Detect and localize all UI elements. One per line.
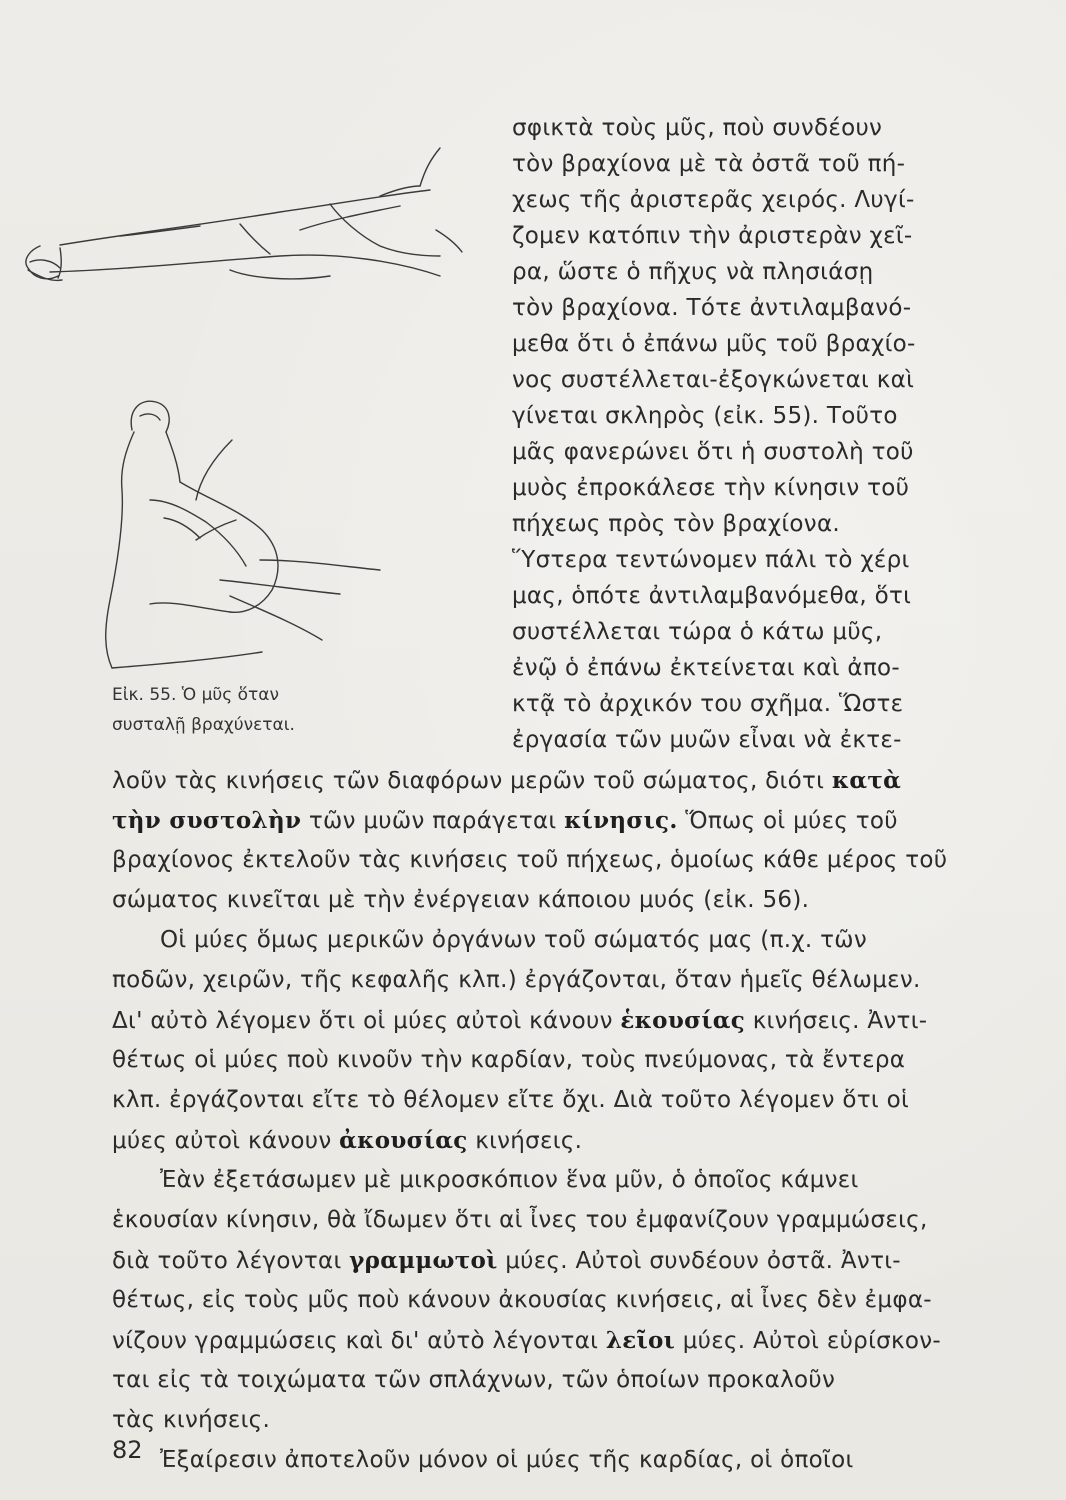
text-line: Ἐξαίρεσιν ἀποτελοῦν μόνον οἱ μύες τῆς καρδίας, οἱ ὁποῖοι [160, 1447, 854, 1473]
bold-term: ἀκουσίας [339, 1127, 468, 1154]
text-line: Ὕστερα τεντώνομεν πάλι τὸ χέρι [512, 547, 910, 573]
bold-term: γραμμωτοὶ [349, 1247, 498, 1274]
caption-line: συσταλῇ βραχύνεται. [112, 715, 295, 735]
text-line: τὴν συστολὴν τῶν μυῶν παράγεται κίνησις. Ὅπως οἱ μύες τοῦ [112, 807, 898, 834]
text-line: μεθα ὅτι ὁ ἐπάνω μῦς τοῦ βραχίο- [512, 331, 916, 357]
text-line: ἐνῷ ὁ ἐπάνω ἐκτείνεται καὶ ἀπο- [512, 655, 901, 681]
bold-term: κατὰ [831, 767, 902, 794]
text-line: πήχεως πρὸς τὸν βραχίονα. [512, 511, 841, 537]
text-line: νίζουν γραμμώσεις καὶ δι' αὐτὸ λέγονται λεῖοι μύες. Αὐτοὶ εὑρίσκον- [112, 1327, 942, 1354]
page-number: 82 [112, 1436, 143, 1464]
text-line: μύες αὐτοὶ κάνουν ἀκουσίας κινήσεις. [112, 1127, 583, 1154]
text-line: χεως τῆς ἀριστερᾶς χειρός. Λυγί- [512, 187, 915, 213]
text-line: μας, ὁπότε ἀντιλαμβανόμεθα, ὅτι [512, 583, 912, 609]
text-line: νος συστέλλεται-ἐξογκώνεται καὶ [512, 367, 915, 393]
text-line: μᾶς φανερώνει ὅτι ἡ συστολὴ τοῦ [512, 439, 914, 465]
text-line: βραχίονος ἐκτελοῦν τὰς κινήσεις τοῦ πήχεως, ὁμοίως κάθε μέρος τοῦ [112, 847, 948, 873]
text-line: μυὸς ἐπροκάλεσε τὴν κίνησιν τοῦ [512, 475, 910, 501]
text-line: Δι' αὐτὸ λέγομεν ὅτι οἱ μύες αὐτοὶ κάνουν ἑκουσίας κινήσεις. Ἀντι- [112, 1007, 928, 1034]
text-line: σφικτὰ τοὺς μῦς, ποὺ συνδέουν [512, 115, 883, 141]
text-line: θέτως οἱ μύες ποὺ κινοῦν τὴν καρδίαν, τοὺς πνεύμονας, τὰ ἔντερα [112, 1047, 906, 1073]
text-line: κλπ. ἐργάζονται εἴτε τὸ θέλομεν εἴτε ὄχι. Διὰ τοῦτο λέγομεν ὅτι οἱ [112, 1087, 910, 1113]
text-line: συστέλλεται τώρα ὁ κάτω μῦς, [512, 619, 883, 645]
text-line: τὸν βραχίονα. Τότε ἀντιλαμβανό- [512, 295, 912, 321]
caption-line: Εἰκ. 55. Ὁ μῦς ὅταν [112, 685, 279, 705]
text-line: ποδῶν, χειρῶν, τῆς κεφαλῆς κλπ.) ἐργάζονται, ὅταν ἡμεῖς θέλωμεν. [112, 967, 921, 993]
text-line: ζομεν κατόπιν τὴν ἀριστερὰν χεῖ- [512, 223, 913, 249]
bold-term: λεῖοι [605, 1327, 676, 1354]
arm-muscle-illustration [0, 0, 480, 700]
text-line: διὰ τοῦτο λέγονται γραμμωτοὶ μύες. Αὐτοὶ συνδέουν ὀστᾶ. Ἀντι- [112, 1247, 901, 1274]
bold-term: ἑκουσίας [620, 1007, 746, 1034]
text-line: τὸν βραχίονα μὲ τὰ ὀστᾶ τοῦ πή- [512, 151, 906, 177]
text-line: σώματος κινεῖται μὲ τὴν ἐνέργειαν κάποιου μυός (εἰκ. 56). [112, 887, 810, 913]
text-line: τὰς κινήσεις. [112, 1407, 271, 1433]
text-line: ἐργασία τῶν μυῶν εἶναι νὰ ἐκτε- [512, 727, 902, 753]
bold-term: τὴν συστολὴν [112, 807, 302, 834]
text-line: ρα, ὥστε ὁ πῆχυς νὰ πλησιάσῃ [512, 259, 874, 285]
text-line: θέτως, εἰς τοὺς μῦς ποὺ κάνουν ἀκουσίας κινήσεις, αἱ ἶνες δὲν ἐμφα- [112, 1287, 932, 1313]
text-line: Οἱ μύες ὅμως μερικῶν ὀργάνων τοῦ σώματός μας (π.χ. τῶν [160, 927, 867, 953]
figure-caption [112, 680, 372, 740]
text-line: Ἐὰν ἐξετάσωμεν μὲ μικροσκόπιον ἕνα μῦν, ὁ ὁποῖος κάμνει [160, 1167, 859, 1193]
text-line: λοῦν τὰς κινήσεις τῶν διαφόρων μερῶν τοῦ σώματος, διότι κατὰ [112, 767, 902, 794]
text-line: κτᾷ τὸ ἀρχικόν του σχῆμα. Ὥστε [512, 691, 904, 717]
text-line: ται εἰς τὰ τοιχώματα τῶν σπλάχνων, τῶν ὁποίων προκαλοῦν [112, 1367, 836, 1393]
text-line: γίνεται σκληρὸς (εἰκ. 55). Τοῦτο [512, 403, 898, 429]
bold-term: κίνησις. [564, 807, 678, 834]
text-line: ἑκουσίαν κίνησιν, θὰ ἴδωμεν ὅτι αἱ ἶνες του ἐμφανίζουν γραμμώσεις, [112, 1207, 928, 1233]
